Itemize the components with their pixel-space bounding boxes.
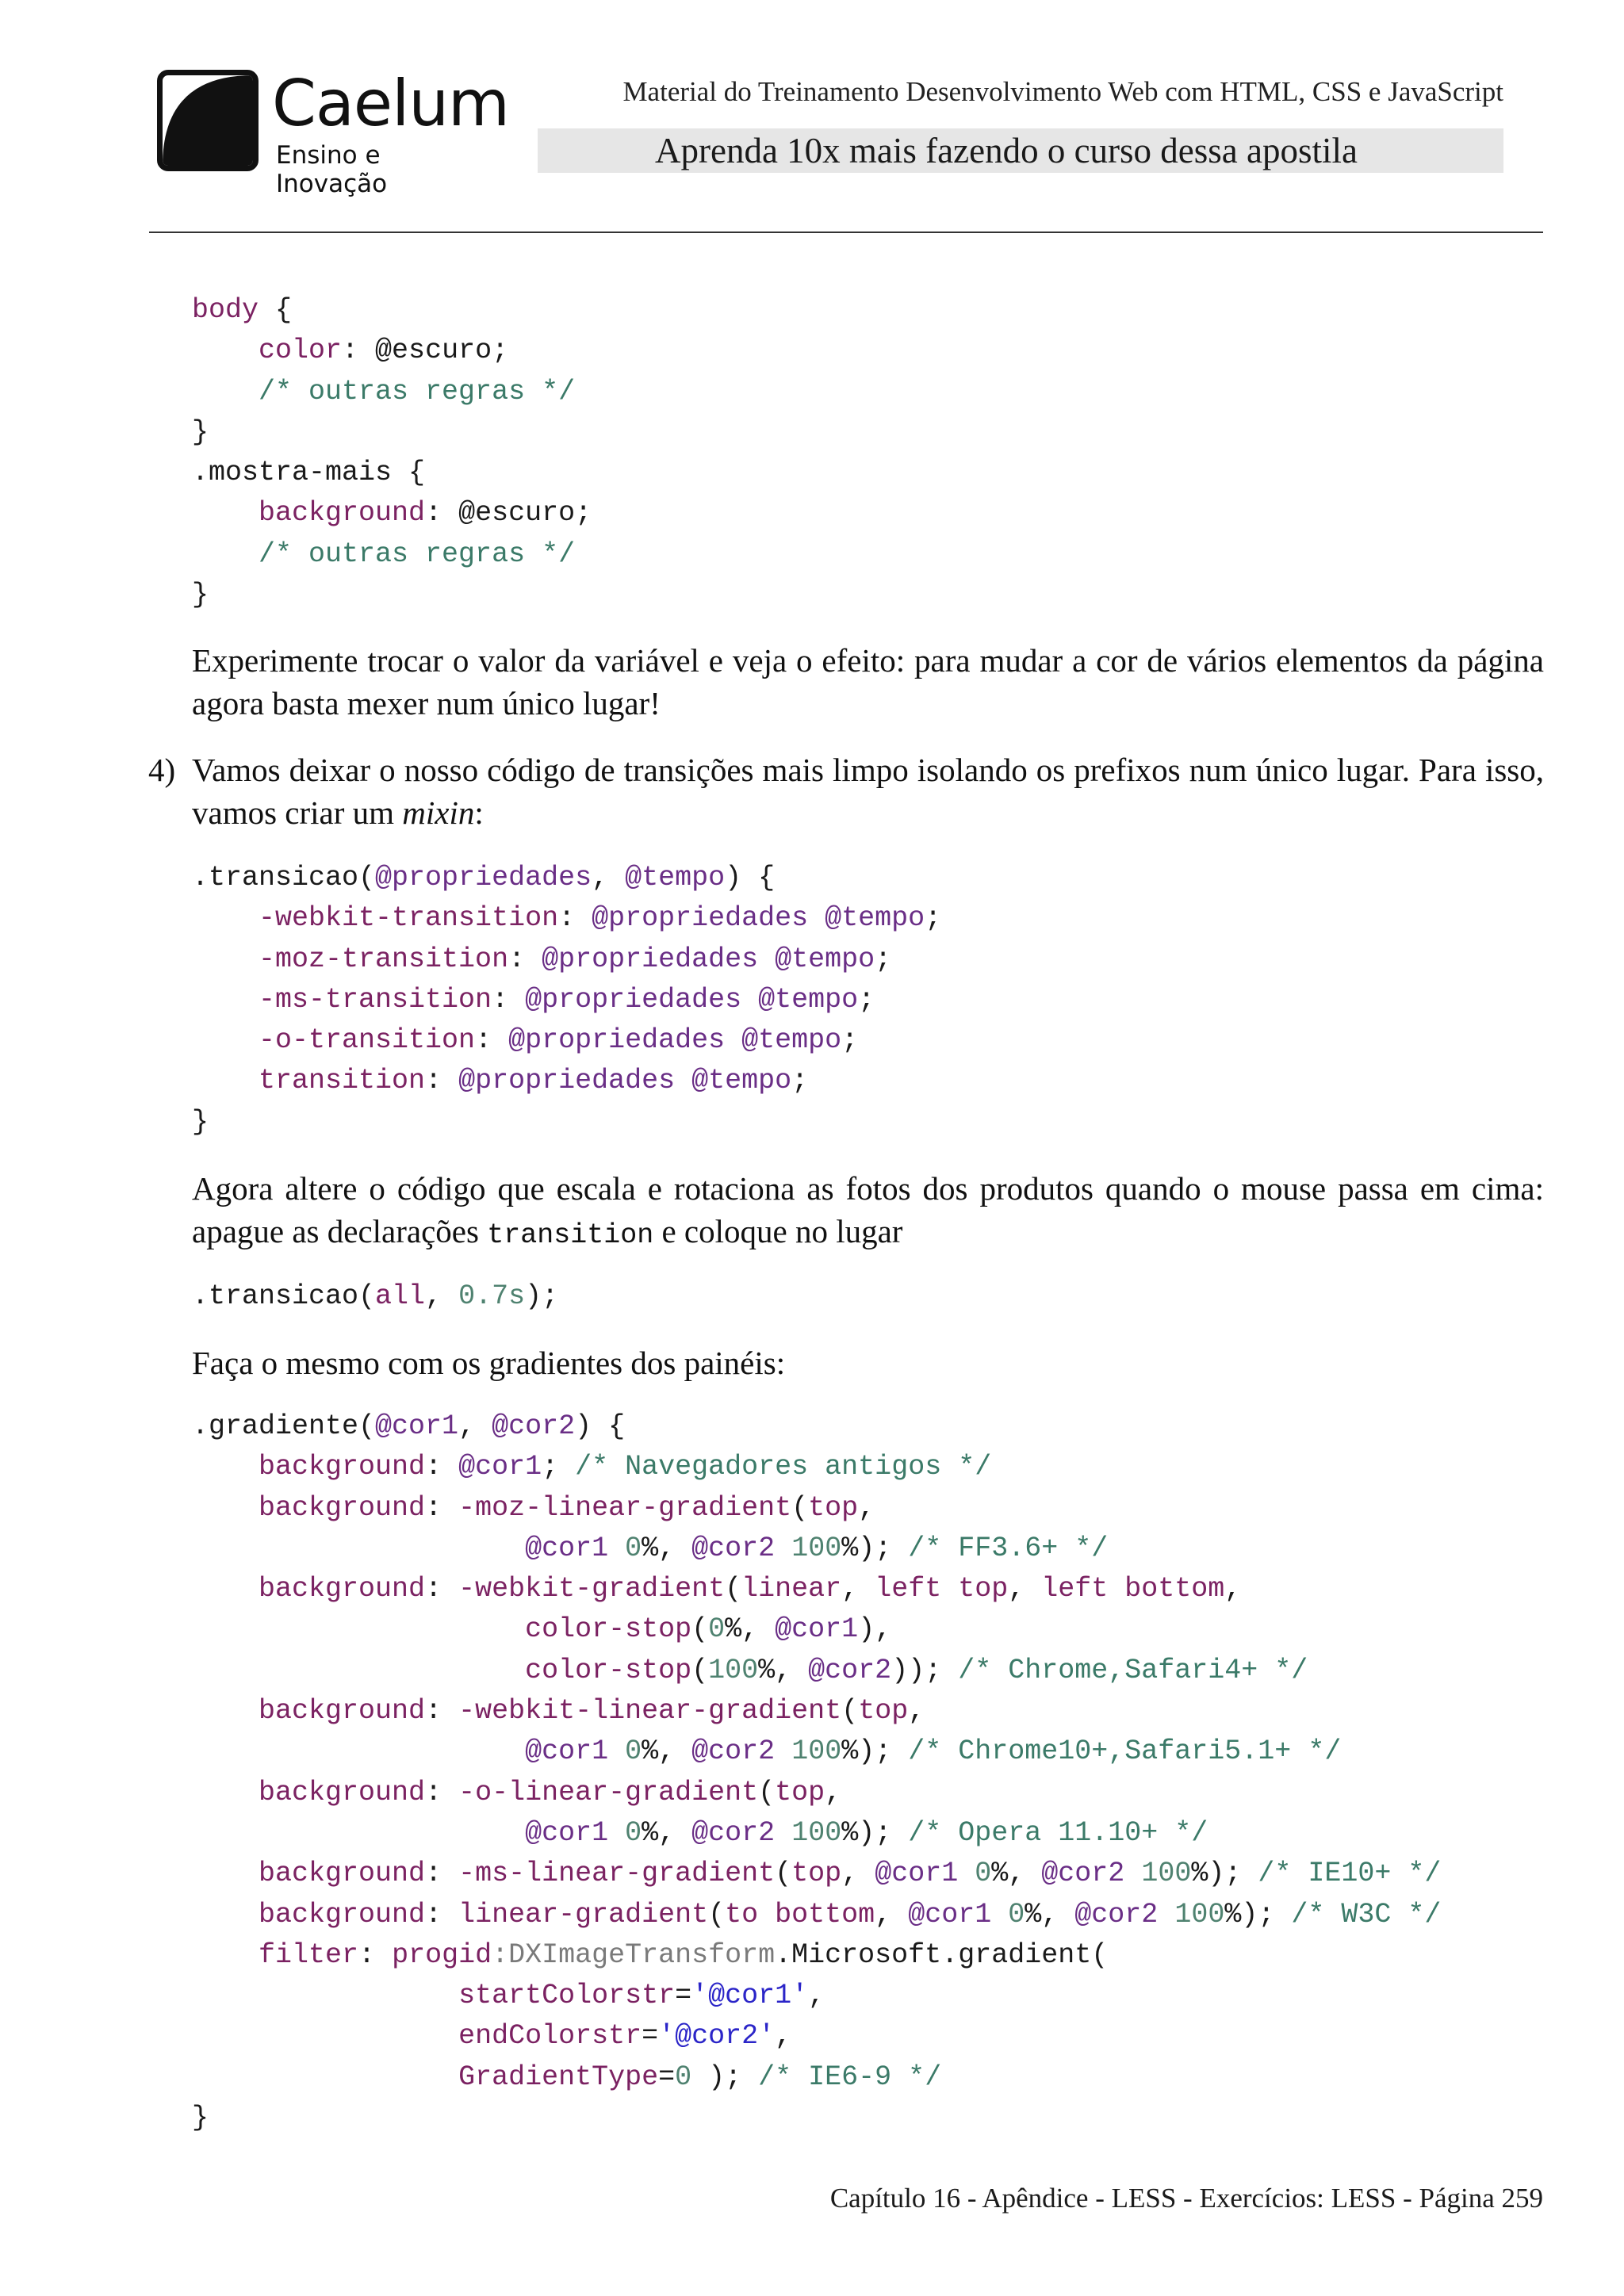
logo-subtitle: Ensino e Inovação: [276, 141, 388, 198]
page-footer: Capítulo 16 - Apêndice - LESS - Exercícios: LESS - Página 259: [829, 2183, 1543, 2214]
paragraph-gradients: Faça o mesmo com os gradientes dos painéis:: [192, 1345, 786, 1381]
header-banner: Aprenda 10x mais fazendo o curso dessa apostila: [538, 128, 1503, 173]
logo-title: Caelum: [272, 67, 509, 140]
logo-mark: [157, 70, 259, 171]
list-item-number: 4): [148, 752, 176, 788]
list-item-4-text: Vamos deixar o nosso código de transições mais limpo isolando os prefixos num único lugar. Para isso, vamos criar um mixin:: [192, 752, 1544, 831]
code-block-transition-call: .transicao(all, 0.7s);: [192, 1280, 559, 1312]
caelum-logo: [157, 67, 509, 198]
paragraph-variable-tip: Experimente trocar o valor da variável e veja o efeito: para mudar a cor de vários elementos da página agora basta mexer num único lugar!: [192, 642, 1544, 721]
paragraph-replace-transition: Agora altere o código que escala e rotaciona as fotos dos produtos quando o mouse passa em cima: apague as declarações transition e coloque no lugar: [192, 1170, 1544, 1251]
code-block-body-variables: body { color: @escuro; /* outras regras */ } .mostra-mais { background: @escuro; /* outras regras */ }: [192, 294, 592, 611]
page-header: [0, 0, 1624, 238]
header-course-title: Material do Treinamento Desenvolvimento Web com HTML, CSS e JavaScript: [622, 76, 1503, 107]
svg-text:*: *: [172, 81, 184, 109]
logo-quarter-circle-icon: [163, 75, 253, 166]
header-divider: [149, 232, 1543, 233]
code-block-transition-mixin: .transicao(@propriedades, @tempo) { -webkit-transition: @propriedades @tempo; -moz-transition: @propriedades @tempo; -ms-transition: @propriedades @tempo; -o-transition: @propriedades @tempo; transition: @propriedades @tempo; }: [192, 862, 942, 1138]
code-block-gradient-mixin: .gradiente(@cor1, @cor2) { background: @cor1; /* Navegadores antigos */ background: -moz-linear-gradient(top, @cor1 0%, @cor2 100%); /* FF3.6+ */ background: -webkit-gradient(linear, left top, left bottom, color-stop(0%, @cor1), color-stop(100%, @cor2)); /* Chrome,Safari4+ */ background: -webkit-linear-gradient(top, @cor1 0%, @cor2 100%); /* Chrome10+,Safari5.1+ */ background: -o-linear-gradient(top, @cor1 0%, @cor2 100%); /* Opera 11.10+ */ background: -ms-linear-gradient(top, @cor1 0%, @cor2 100%); /* IE10+ */ background: linear-gradient(to bottom, @cor1 0%, @cor2 100%); /* W3C */ filter: progid:DXImageTransform.Microsoft.gradient( startColorstr='@cor1', endColorstr='@cor2', GradientType=0 ); /* IE6-9 */ }: [192, 1410, 1442, 2134]
